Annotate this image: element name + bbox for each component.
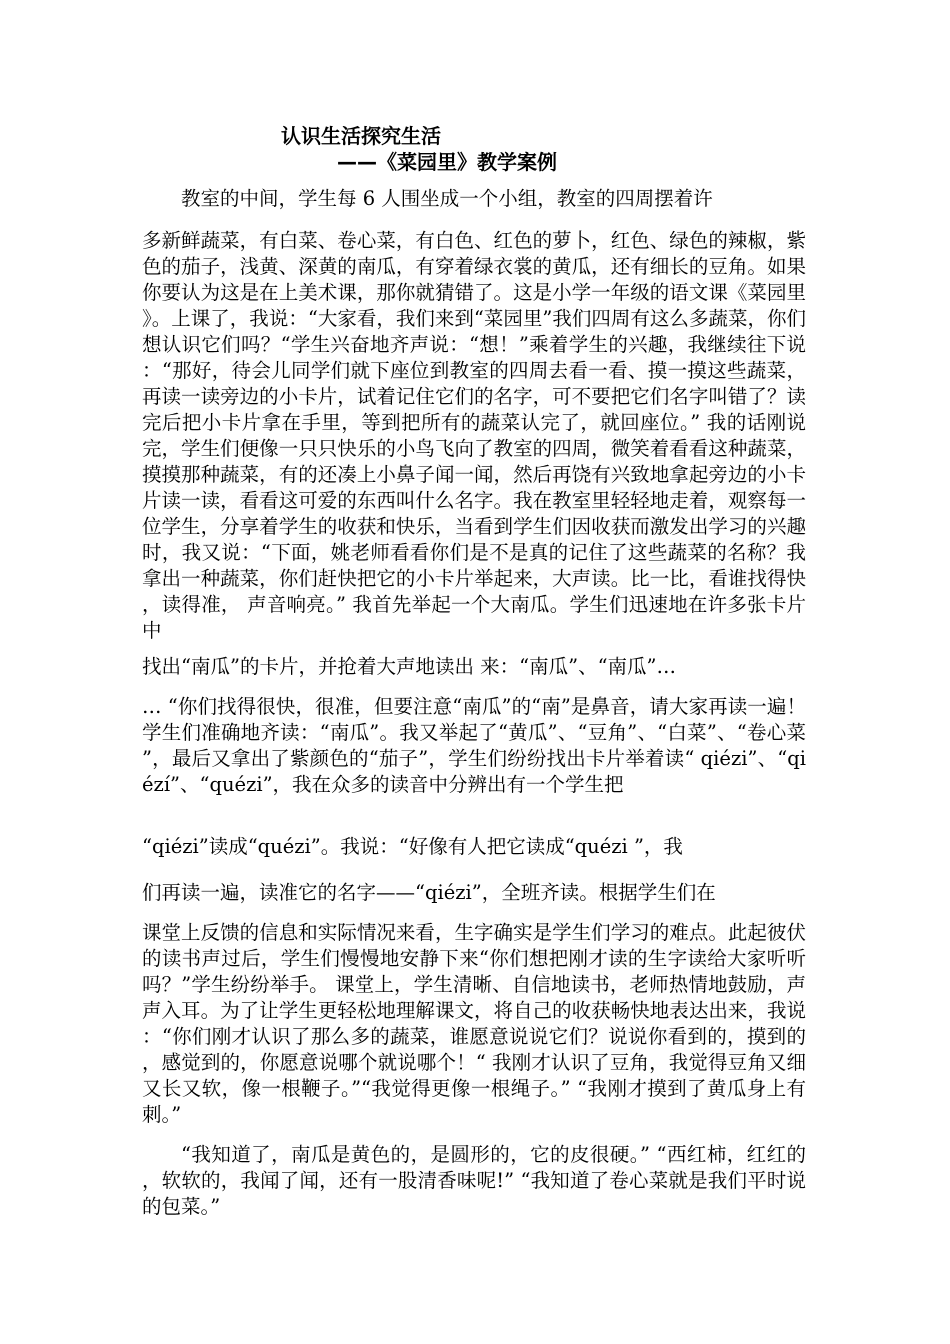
paragraph-qiezi-line: “qiézi”读成“quézi”。我说：“好像有人把它读成“quézi ”，我: [142, 835, 683, 858]
paragraph-classroom-activity: 多新鲜蔬菜，有白菜、卷心菜，有白色、红色的萝卜，红色、绿色的辣椒，紫色的茄子，浅黄、深黄的南瓜，有穿着绿衣裳的黄瓜，还有细长的豆角。如果你要认为这是在上美术课，那你就猜错了。这是小学一年级的语文课《菜园里》。上课了，我说：“大家看，我们来到“菜园里”我们四周有这么多蔬菜，你们想认识它们吗？“学生兴奋地齐声说：“想！”乘着学生的兴趣，我继续往下说：“那好，待会儿同学们就下座位到教室的四周去看一看、摸一摸这些蔬菜，再读一读旁边的小卡片，试着记住它们的名字，可不要把它们名字叫错了？读完后把小卡片拿在手里，等到把所有的蔬菜认完了，就回座位。” 我的话刚说完，学生们便像一只只快乐的小鸟飞向了教室的四周，微笑着看看这种蔬菜，摸摸那种蔬菜，有的还凑上小鼻子闻一闻，然后再饶有兴致地拿起旁边的小卡片读一读，看看这可爱的东西叫什么名字。我在教室里轻轻地走着，观察每一位学生，分享着学生的收获和快乐，当看到学生们因收获而激发出学习的兴趣时，我又说：“下面，姚老师看看你们是不是真的记住了这些蔬菜的名称？我拿出一种蔬菜，你们赶快把它的小卡片举起来，大声读。比一比，看谁找得快，读得准， 声音响亮。” 我首先举起一个大南瓜。学生们迅速地在许多张卡片中: [142, 229, 806, 642]
paragraph-feedback: 课堂上反馈的信息和实际情况来看，生字确实是学生们学习的难点。此起彼伏的读书声过后，学生们慢慢地安静下来“你们想把刚才读的生字读给大家听听吗？”学生纷纷举手。 课堂上，学生清晰、自信地读书，老师热情地鼓励，声声入耳。为了让学生更轻松地理解课文，将自己的收获畅快地表达出来，我说：“你们刚才认识了那么多的蔬菜，谁愿意说说它们？说说你看到的，摸到的，感觉到的，你愿意说哪个就说哪个！“ 我刚才认识了豆角，我觉得豆角又细又长又软，像一根鞭子。”“我觉得更像一根绳子。” “我刚才摸到了黄瓜身上有刺。”: [142, 921, 806, 1126]
paragraph-reread-line: 们再读一遍，读准它的名字——“qiézi”，全班齐读。根据学生们在: [142, 881, 716, 904]
paragraph-pronunciation: … “你们找得很快，很准，但要注意“南瓜”的“南”是鼻音，请大家再读一遍！ 学生们准确地齐读：“南瓜”。我又举起了“黄瓜”、“豆角”、“白菜”、“卷心菜”，最后又拿出了紫颜色的“茄子”，学生们纷纷找出卡片举着读“ qiézi”、“qiézí”、“quézi”，我在众多的读音中分辨出有一个学生把: [142, 695, 806, 796]
document-title: 认识生活探究生活: [281, 124, 441, 148]
paragraph-closing: “我知道了，南瓜是黄色的，是圆形的，它的皮很硬。” “西红柿，红红的，软软的，我闻了闻，还有一股清香味呢!” “我知道了卷心菜就是我们平时说的包菜。”: [142, 1143, 806, 1218]
paragraph-opening: 教室的中间，学生每 6 人围坐成一个小组，教室的四周摆着许: [181, 187, 713, 210]
document-subtitle: ——《菜园里》教学案例: [337, 150, 557, 174]
paragraph-pumpkin-line: 找出“南瓜”的卡片，并抢着大声地读出 来：“南瓜”、“南瓜”…: [142, 655, 677, 678]
